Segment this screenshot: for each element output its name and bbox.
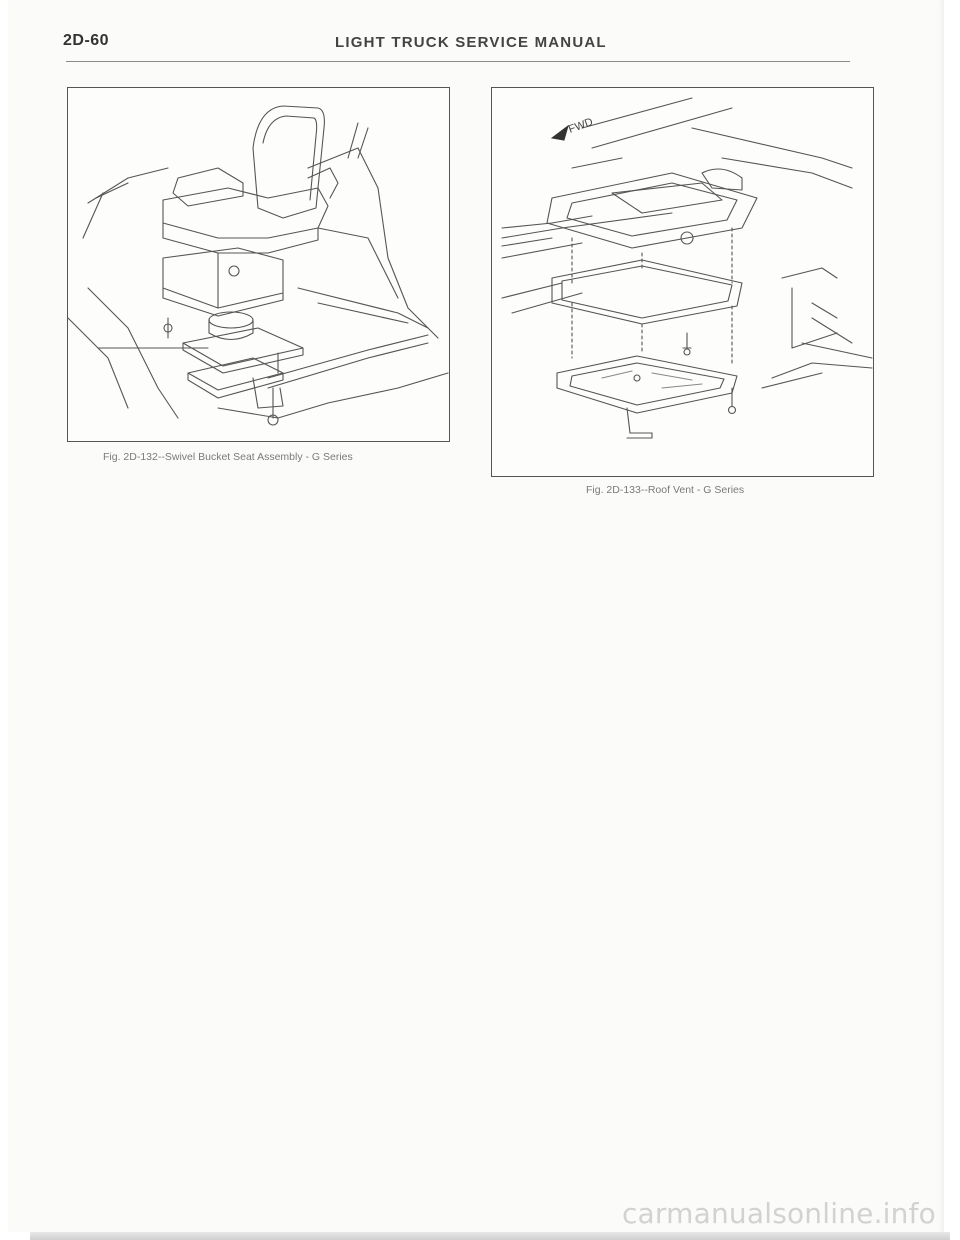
figure-caption: Fig. 2D-132--Swivel Bucket Seat Assembly - G Series: [103, 451, 353, 463]
fwd-callout: FWD: [566, 115, 595, 136]
watermark: carmanualsonline.info: [621, 1197, 936, 1230]
header-rule: [66, 61, 850, 62]
forward-arrow-icon: [552, 126, 568, 140]
page-number: 2D-60: [63, 32, 110, 49]
figure-roof-vent: [491, 87, 874, 477]
figure-caption: Fig. 2D-133--Roof Vent - G Series: [586, 484, 745, 496]
page-bottom-edge: [30, 1232, 950, 1240]
running-title: LIGHT TRUCK SERVICE MANUAL: [335, 34, 607, 51]
roof-vent-illustration: [492, 88, 873, 476]
figure-swivel-seat: [67, 87, 450, 442]
manual-page: [8, 0, 944, 1232]
swivel-bucket-seat-illustration: [68, 88, 449, 441]
